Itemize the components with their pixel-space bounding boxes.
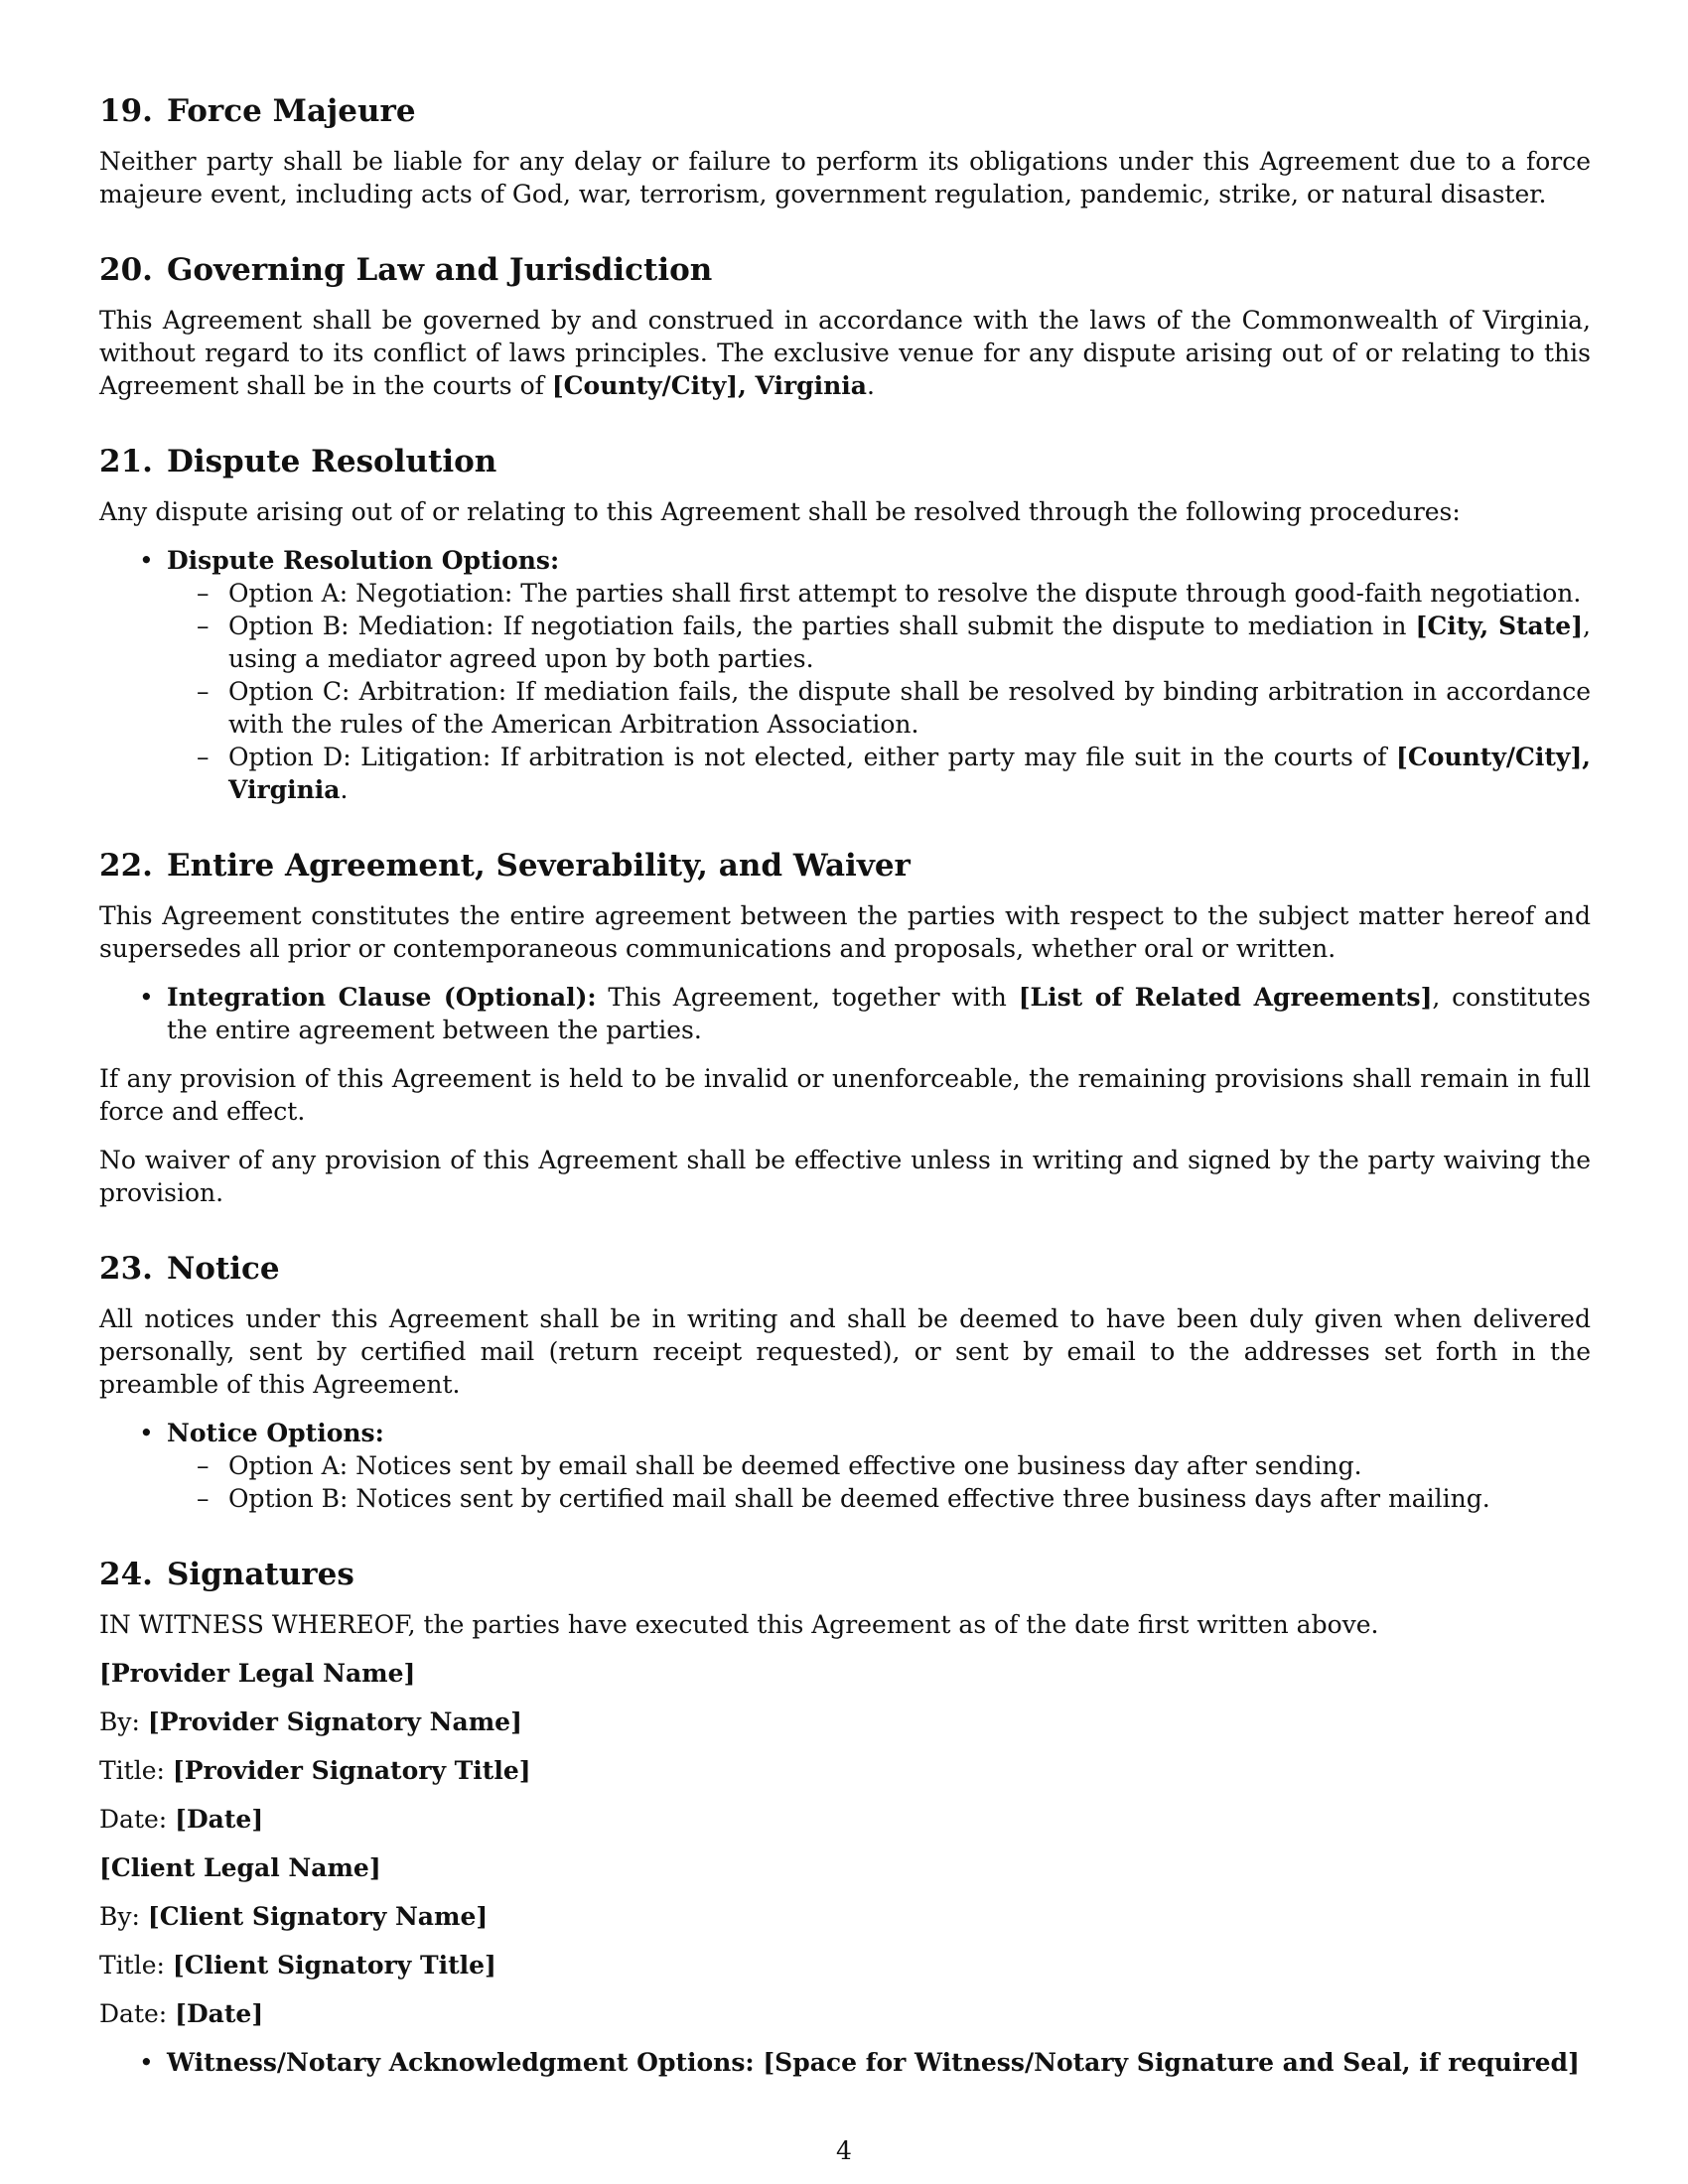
options-label: Notice Options: <box>167 1419 384 1447</box>
client-title-line: Title: [Client Signatory Title] <box>99 1951 496 1979</box>
section-governing-law <box>99 250 1591 402</box>
list-item <box>167 544 1591 806</box>
provider-legal-name: [Provider Legal Name] <box>99 1659 416 1688</box>
section-heading: 23. Notice <box>99 1251 280 1287</box>
section-notice <box>99 1249 1591 1515</box>
paragraph: Any dispute arising out of or relating to this Agreement shall be resolved through the following procedures: <box>99 497 1461 526</box>
paragraph: This Agreement constitutes the entire agreement between the parties with respect to the subject matter hereof and supersedes all prior or contemporaneous communications and proposals, whether oral or written. <box>99 901 1591 963</box>
client-date-line: Date: [Date] <box>99 1999 264 2028</box>
options-label: Dispute Resolution Options: <box>167 546 560 575</box>
sub-list <box>167 577 1591 806</box>
list-item: – Option C: Arbitration: If mediation fails, the dispute shall be resolved by binding arbitration in accordance with the rules of the American Arbitration Association. <box>228 675 1591 741</box>
paragraph: Neither party shall be liable for any delay or failure to perform its obligations under this Agreement due to a force majeure event, including acts of God, war, terrorism, government regulation, pandemic, strike, or natural disaster. <box>99 147 1591 208</box>
bullet-list <box>99 2046 1591 2079</box>
section-heading: 20. Governing Law and Jurisdiction <box>99 252 713 288</box>
bullet-list <box>99 544 1591 806</box>
list-item: – Option A: Negotiation: The parties shall first attempt to resolve the dispute through good-faith negotiation. <box>228 577 1591 610</box>
section-heading: 24. Signatures <box>99 1557 354 1592</box>
bullet-list <box>99 981 1591 1046</box>
witness-label: Witness/Notary Acknowledgment Options: <box>167 2048 755 2077</box>
section-dispute-resolution <box>99 442 1591 806</box>
bullet-list <box>99 1417 1591 1515</box>
document-page <box>99 91 1591 2118</box>
provider-title-line: Title: [Provider Signatory Title] <box>99 1756 531 1785</box>
sub-list <box>167 1449 1591 1515</box>
placeholder-witness: [Space for Witness/Notary Signature and Seal, if required] <box>754 2048 1580 2077</box>
provider-date-line: Date: [Date] <box>99 1805 264 1834</box>
client-legal-name: [Client Legal Name] <box>99 1853 381 1882</box>
placeholder-venue: [County/City], Virginia <box>551 371 867 400</box>
client-by-line: By: [Client Signatory Name] <box>99 1902 489 1931</box>
paragraph: All notices under this Agreement shall be in writing and shall be deemed to have been duly given when delivered personally, sent by certified mail (return receipt requested), or sent by email to the addresses set forth in the preamble of this Agreement. <box>99 1304 1591 1399</box>
paragraph: No waiver of any provision of this Agreement shall be effective unless in writing and signed by the party waiving the provision. <box>99 1146 1591 1207</box>
list-item <box>167 2046 1591 2079</box>
paragraph: If any provision of this Agreement is held to be invalid or unenforceable, the remaining provisions shall remain in full force and effect. <box>99 1064 1591 1126</box>
page-number: 4 <box>836 2136 852 2165</box>
list-item: • Integration Clause (Optional): This Agreement, together with [List of Related Agreements], constitutes the entire agreement between the parties. <box>167 981 1591 1046</box>
list-item: – Option D: Litigation: If arbitration is not elected, either party may file suit in the courts of [County/City], Virginia. <box>228 741 1591 806</box>
list-item <box>167 1417 1591 1515</box>
placeholder-venue: [County/City], Virginia <box>228 743 1591 804</box>
list-item: – Option A: Notices sent by email shall be deemed effective one business day after sending. <box>228 1449 1591 1482</box>
paragraph: This Agreement shall be governed by and construed in accordance with the laws of the Commonwealth of Virginia, without regard to its conflict of laws principles. The exclusive venue for any dispute arising out of or relating to this Agreement shall be in the courts of [County/City], Virginia. <box>99 306 1591 400</box>
list-item: – Option B: Mediation: If negotiation fails, the parties shall submit the dispute to mediation in [City, State], using a mediator agreed upon by both parties. <box>228 610 1591 675</box>
integration-label: Integration Clause (Optional): <box>167 983 597 1012</box>
section-heading: 19. Force Majeure <box>99 93 416 129</box>
section-heading: 22. Entire Agreement, Severability, and Waiver <box>99 848 911 884</box>
section-heading: 21. Dispute Resolution <box>99 444 497 479</box>
placeholder-related-agreements: [List of Related Agreements] <box>1018 983 1433 1012</box>
provider-by-line: By: [Provider Signatory Name] <box>99 1707 522 1736</box>
section-entire-agreement <box>99 846 1591 1209</box>
paragraph: IN WITNESS WHEREOF, the parties have executed this Agreement as of the date first written above. <box>99 1610 1379 1639</box>
list-item: – Option B: Notices sent by certified mail shall be deemed effective three business days after mailing. <box>228 1482 1591 1515</box>
placeholder-city-state: [City, State] <box>1415 612 1584 640</box>
section-force-majeure <box>99 91 1591 210</box>
section-signatures <box>99 1555 1591 2079</box>
